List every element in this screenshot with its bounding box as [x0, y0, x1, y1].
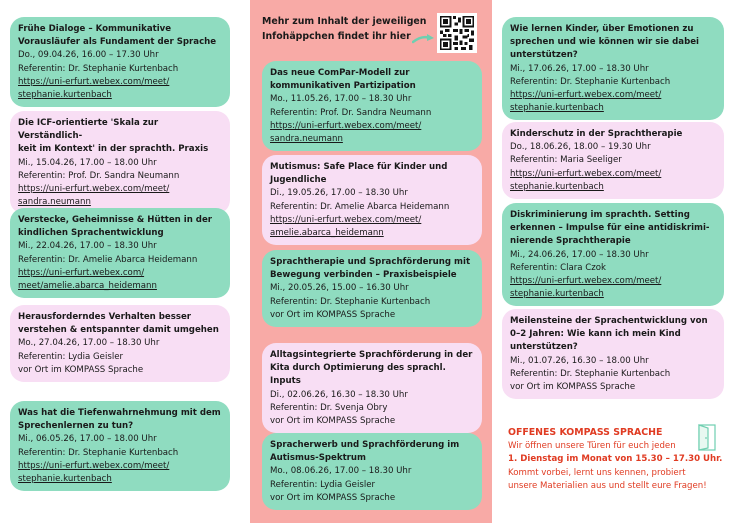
- event-date: Mi., 15.04.26, 17.00 – 18.00 Uhr: [18, 157, 157, 168]
- webex-link[interactable]: stephanie.kurtenbach: [510, 289, 604, 300]
- event-speaker: Referentin: Dr. Stephanie Kurtenbach: [510, 76, 671, 87]
- event-title: unterstützen?: [510, 50, 578, 61]
- notice-title: OFFENES KOMPASS SPRACHE: [508, 427, 663, 438]
- arrow-right-icon: [412, 32, 436, 44]
- event-title: Wie lernen Kinder, über Emotionen zu: [510, 24, 694, 34]
- notice-text: Wir öffnen unsere Türen für euch jeden: [508, 440, 676, 451]
- event-speaker: Referentin: Prof. Dr. Sandra Neumann: [270, 107, 432, 118]
- notice-schedule: 1. Dienstag im Monat von 15.30 – 17.30 Uhr.: [508, 454, 723, 464]
- event-card: [502, 122, 724, 199]
- event-date: Di., 19.05.26, 17.00 – 18.30 Uhr: [270, 188, 408, 199]
- qr-hint-line: Infohäppchen findet ihr hier: [262, 31, 411, 42]
- middle-column: [250, 0, 492, 523]
- webex-link[interactable]: stephanie.kurtenbach: [510, 181, 604, 192]
- event-title: Herausforderndes Verhalten besser: [18, 312, 192, 322]
- event-date: Mo., 11.05.26, 17.00 – 18.30 Uhr: [270, 94, 412, 105]
- event-date: Mi., 06.05.26, 17.00 – 18.00 Uhr: [18, 434, 157, 445]
- event-title: Mutismus: Safe Place für Kinder und: [270, 162, 448, 172]
- event-card: [10, 111, 230, 214]
- event-title: Alltagsintegrierte Sprachförderung in der: [270, 350, 473, 360]
- event-card: [10, 305, 230, 382]
- event-card: [502, 17, 724, 120]
- event-speaker: Referentin: Dr. Stephanie Kurtenbach: [18, 63, 179, 74]
- event-card: [10, 208, 230, 298]
- webex-link[interactable]: https://uni-erfurt.webex.com/meet/: [510, 90, 662, 101]
- event-location: vor Ort im KOMPASS Sprache: [270, 309, 396, 320]
- webex-link[interactable]: https://uni-erfurt.webex.com/: [18, 267, 145, 278]
- event-location: vor Ort im KOMPASS Sprache: [18, 364, 144, 375]
- event-speaker: Referentin: Dr. Stephanie Kurtenbach: [270, 296, 431, 307]
- event-location: vor Ort im KOMPASS Sprache: [510, 382, 636, 393]
- event-title: Vorausläufer als Fundament der Sprache: [18, 37, 217, 48]
- webex-link[interactable]: https://uni-erfurt.webex.com/meet/: [270, 120, 422, 131]
- qr-code-icon[interactable]: [437, 13, 477, 53]
- event-title: kindlichen Sprachentwicklung: [18, 228, 164, 239]
- webex-link[interactable]: https://uni-erfurt.webex.com/meet/: [18, 76, 170, 87]
- event-title: unterstützen?: [510, 342, 578, 353]
- event-card: [502, 309, 724, 399]
- event-title: Was hat die Tiefenwahrnehmung mit dem: [18, 408, 221, 418]
- webex-link[interactable]: stephanie.kurtenbach: [18, 90, 112, 101]
- notice-text: Kommt vorbei, lernt uns kennen, probiert: [508, 467, 686, 478]
- event-card: [262, 343, 482, 433]
- event-date: Di., 02.06.26, 16.30 – 18.30 Uhr: [270, 389, 408, 400]
- event-card: [262, 250, 482, 327]
- event-date: Mi., 17.06.26, 17.00 – 18.30 Uhr: [510, 63, 649, 74]
- event-title: Bewegung verbinden – Praxisbeispiele: [270, 270, 457, 281]
- qr-hint-line: Mehr zum Inhalt der jeweiligen: [262, 16, 427, 27]
- event-title: Jugendliche: [270, 175, 327, 186]
- event-title: Die ICF-orientierte 'Skala zur Verständlich-: [18, 118, 159, 142]
- notice-text: unsere Materialien aus und stellt eure Fragen!: [508, 481, 707, 491]
- event-card: [262, 155, 482, 245]
- event-speaker: Referentin: Lydia Geisler: [18, 351, 124, 362]
- webex-link[interactable]: https://uni-erfurt.webex.com/meet/: [18, 184, 170, 195]
- event-title: Diskriminierung im sprachth. Setting: [510, 210, 690, 220]
- event-title: 0–2 Jahren: Wie kann ich mein Kind: [510, 329, 681, 340]
- event-card: [10, 401, 230, 491]
- event-title: nierende Sprachtherapie: [510, 236, 631, 247]
- webex-link[interactable]: sandra.neumann: [270, 134, 343, 145]
- event-speaker: Referentin: Lydia Geisler: [270, 479, 376, 490]
- event-date: Mi., 01.07.26, 16.30 – 18.00 Uhr: [510, 355, 649, 366]
- webex-link[interactable]: https://uni-erfurt.webex.com/meet/: [18, 460, 170, 471]
- event-date: Mo., 08.06.26, 17.00 – 18.30 Uhr: [270, 466, 412, 477]
- event-speaker: Referentin: Dr. Amelie Abarca Heidemann: [18, 254, 198, 265]
- webex-link[interactable]: amelie.abarca_heidemann: [270, 228, 384, 239]
- webex-link[interactable]: https://uni-erfurt.webex.com/meet/: [510, 168, 662, 179]
- event-title: Sprachtherapie und Sprachförderung mit: [270, 257, 471, 267]
- qr-hint: [262, 14, 432, 44]
- event-title: keit im Kontext' in der sprachth. Praxis: [18, 144, 209, 155]
- webex-link[interactable]: https://uni-erfurt.webex.com/meet/: [510, 276, 662, 287]
- event-date: Do., 18.06.26, 18.00 – 19.30 Uhr: [510, 142, 651, 153]
- webex-link[interactable]: meet/amelie.abarca_heidemann: [18, 281, 157, 292]
- webex-link[interactable]: stephanie.kurtenbach: [18, 474, 112, 485]
- left-column: [0, 0, 250, 523]
- event-title: Kita durch Optimierung des sprachl. Inputs: [270, 363, 446, 387]
- event-date: Mo., 27.04.26, 17.00 – 18.30 Uhr: [18, 338, 160, 349]
- event-card: [10, 17, 230, 107]
- event-title: Verstecke, Geheimnisse & Hütten in der: [18, 215, 213, 225]
- event-card: [262, 61, 482, 151]
- event-title: Spracherwerb und Sprachförderung im: [270, 440, 460, 450]
- event-speaker: Referentin: Maria Seeliger: [510, 155, 622, 166]
- event-card: [502, 203, 724, 306]
- event-location: vor Ort im KOMPASS Sprache: [270, 492, 396, 503]
- event-card: [262, 433, 482, 510]
- door-icon: [698, 424, 716, 451]
- event-title: kommunikativen Partizipation: [270, 81, 416, 92]
- event-speaker: Referentin: Dr. Stephanie Kurtenbach: [18, 447, 179, 458]
- event-date: Mi., 20.05.26, 15.00 – 16.30 Uhr: [270, 283, 409, 294]
- event-speaker: Referentin: Dr. Stephanie Kurtenbach: [510, 368, 671, 379]
- event-title: Frühe Dialoge – Kommunikative: [18, 24, 172, 34]
- event-title: Sprechenlernen zu tun?: [18, 421, 134, 432]
- event-title: Meilensteine der Sprachentwicklung von: [510, 316, 708, 326]
- event-title: erkennen – Impulse für eine antidiskrimi-: [510, 223, 710, 234]
- event-title: Das neue ComPar-Modell zur: [270, 68, 410, 78]
- webex-link[interactable]: sandra.neumann: [18, 197, 91, 208]
- event-title: sprechen und wie können wir sie dabei: [510, 37, 700, 48]
- event-location: vor Ort im KOMPASS Sprache: [270, 416, 396, 427]
- webex-link[interactable]: stephanie.kurtenbach: [510, 103, 604, 114]
- event-date: Mi., 24.06.26, 17.00 – 18.30 Uhr: [510, 249, 649, 260]
- event-speaker: Referentin: Dr. Amelie Abarca Heidemann: [270, 201, 450, 212]
- event-date: Do., 09.04.26, 16.00 – 17.30 Uhr: [18, 50, 159, 61]
- event-speaker: Referentin: Prof. Dr. Sandra Neumann: [18, 170, 180, 181]
- event-title: verstehen & entspannter damit umgehen: [18, 325, 219, 336]
- webex-link[interactable]: https://uni-erfurt.webex.com/meet/: [270, 214, 422, 225]
- event-date: Mi., 22.04.26, 17.00 – 18.30 Uhr: [18, 241, 157, 252]
- event-speaker: Referentin: Dr. Svenja Obry: [270, 402, 388, 413]
- event-title: Autismus-Spektrum: [270, 453, 366, 464]
- event-speaker: Referentin: Clara Czok: [510, 262, 607, 273]
- event-title: Kinderschutz in der Sprachtherapie: [510, 129, 683, 139]
